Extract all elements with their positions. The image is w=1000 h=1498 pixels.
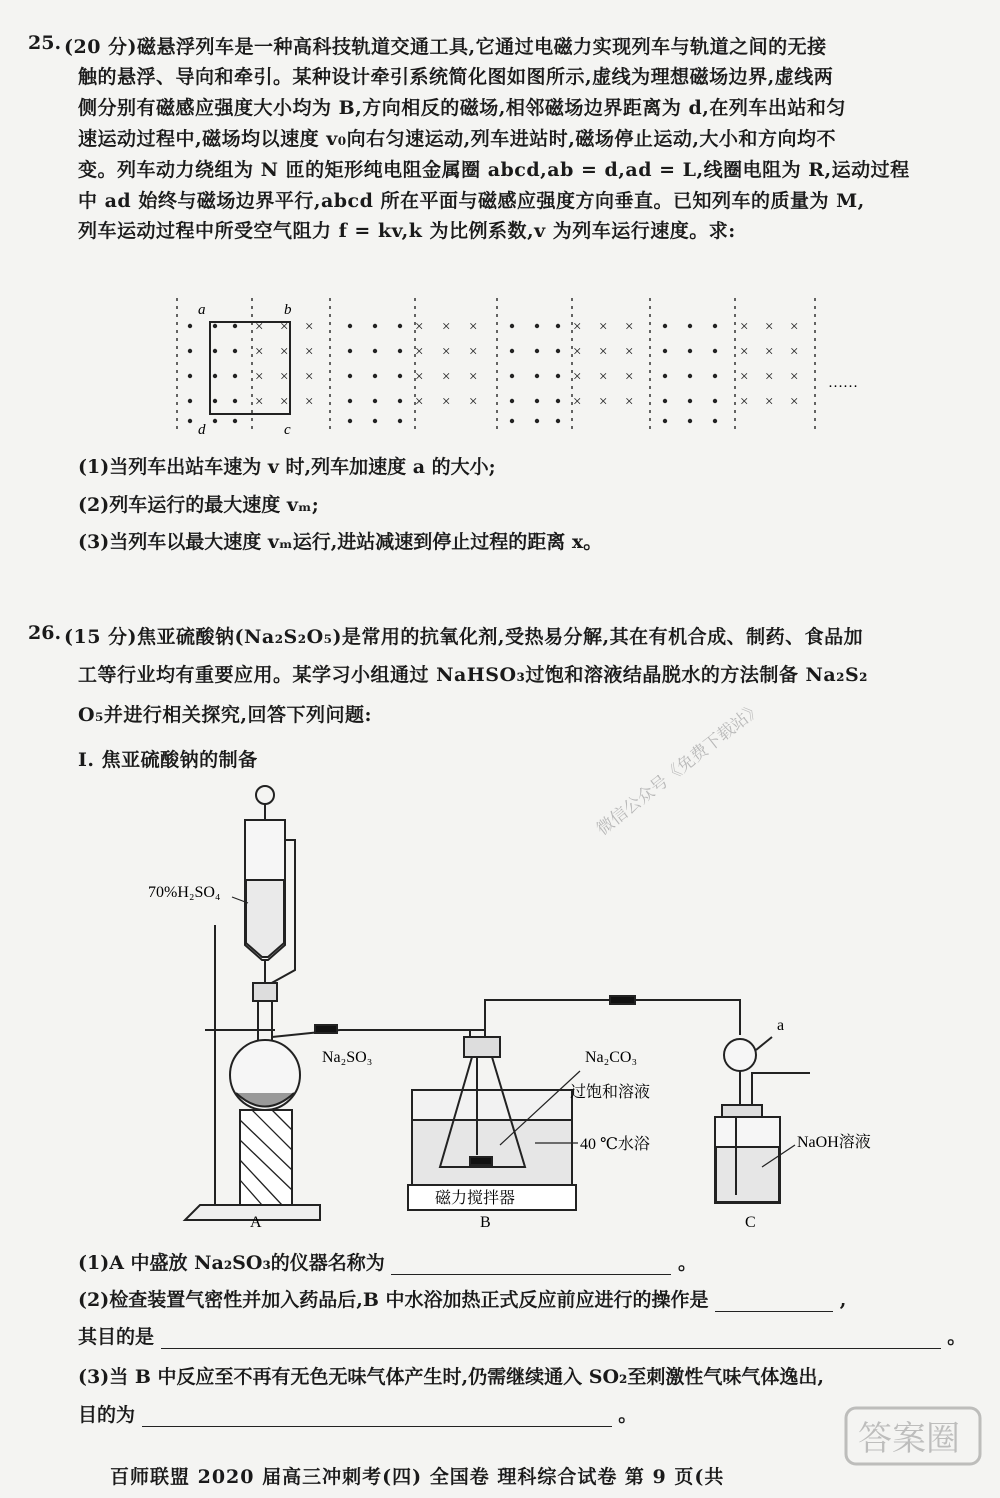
q25-line-7: 列车运动过程中所受空气阻力 f = kv,k 为比例系数,v 为列车运行速度。求: [78,220,736,242]
field-dot-marker [713,374,717,378]
field-dot-marker [233,399,237,403]
field-cross-marker: × [625,369,634,385]
q26-sub3-answer-blank[interactable] [142,1406,612,1427]
q26-sub2-line2-suffix: 。 [947,1326,967,1348]
field-cross-marker: × [573,319,582,335]
field-dot-marker [510,419,514,423]
q26-sub1-suffix: 。 [678,1252,698,1274]
q26-line-3: O₅并进行相关探究,回答下列问题: [78,704,373,726]
field-cross-marker: × [599,369,608,385]
field-dot-marker [510,374,514,378]
q26-line-1: (15 分)焦亚硫酸钠(Na₂S₂O₅)是常用的抗氧化剂,受热易分解,其在有机合成、制药、食品加 [64,626,864,648]
field-cross-marker: × [790,344,799,360]
field-dot-marker [688,399,692,403]
field-cross-marker: × [415,369,424,385]
field-dot-marker [213,399,217,403]
field-dot-marker [348,374,352,378]
field-cross-marker: × [255,344,264,360]
question-26-number: 26. [28,622,62,644]
field-cross-marker: × [305,394,314,410]
field-dot-marker [233,324,237,328]
field-cross-marker: × [280,344,289,360]
field-dot-marker [556,374,560,378]
q26-sub2-line2-prefix: 其目的是 [78,1326,155,1348]
label-c: c [284,422,291,438]
q26-sub1-prefix: (1)A 中盛放 Na₂SO₃的仪器名称为 [78,1252,385,1274]
field-dot-marker [535,324,539,328]
field-dot-marker [535,374,539,378]
label-d: d [198,422,206,438]
field-dot-marker [398,374,402,378]
field-cross-marker: × [625,394,634,410]
q26-sub2-line1-suffix: , [839,1289,847,1311]
field-dot-marker [663,419,667,423]
magnetic-field-figure [160,290,880,440]
q26-sub2-line1: (2)检查装置气密性并加入药品后,B 中水浴加热正式反应前应进行的操作是 [78,1289,709,1311]
field-dot-marker [556,419,560,423]
field-dot-marker [373,324,377,328]
field-cross-marker: × [305,369,314,385]
q26-sub-2 [78,1285,846,1312]
field-dot-marker [188,324,192,328]
field-cross-marker: × [765,319,774,335]
q26-sub-2b [78,1322,966,1349]
page-footer: 百师联盟 2020 届高三冲刺考(四) 全国卷 理科综合试卷 第 9 页(共 [110,1466,725,1488]
label-a: a [198,302,206,318]
q26-sub-3b [78,1400,637,1427]
label-A: A [250,1214,262,1231]
label-B: B [480,1214,491,1231]
field-dot-marker [510,399,514,403]
field-cross-marker: × [415,319,424,335]
question-25-number: 25. [28,32,62,54]
q25-line-2: 触的悬浮、导向和牵引。某种设计牵引系统简化图如图所示,虚线为理想磁场边界,虚线两 [78,66,834,88]
svg-text:答案圈: 答案圈 [858,1421,960,1458]
field-dot-marker [373,419,377,423]
q26-sub3-line2-prefix: 目的为 [78,1404,136,1426]
q25-line-1: (20 分)磁悬浮列车是一种高科技轨道交通工具,它通过电磁力实现列车与轨道之间的无接 [64,36,827,58]
field-dot-marker [556,349,560,353]
field-cross-marker: × [740,394,749,410]
field-cross-marker: × [599,394,608,410]
field-dot-marker [556,399,560,403]
field-dot-marker [688,374,692,378]
field-cross-marker: × [305,344,314,360]
field-cross-marker: × [415,344,424,360]
field-dot-marker [688,419,692,423]
field-dot-marker [535,399,539,403]
field-cross-marker: × [740,344,749,360]
field-cross-marker: × [442,344,451,360]
field-cross-marker: × [415,394,424,410]
field-dot-marker [713,399,717,403]
field-cross-marker: × [305,319,314,335]
field-dot-marker [348,349,352,353]
q25-line-5: 变。列车动力绕组为 N 匝的矩形纯电阻金属圈 abcd,ab = d,ad = L,线圈电阻为 R,运动过程 [78,159,910,181]
field-dot-marker [188,349,192,353]
q25-line-4: 速运动过程中,磁场均以速度 v₀向右匀速运动,列车进站时,磁场停止运动,大小和方向均不 [78,128,836,150]
field-cross-marker: × [790,319,799,335]
field-dot-marker [348,399,352,403]
q26-sub-1 [78,1248,697,1275]
field-cross-marker: × [255,369,264,385]
field-dot-marker [213,419,217,423]
q26-line-2: 工等行业均有重要应用。某学习小组通过 NaHSO₃过饱和溶液结晶脱水的方法制备 Na₂S₂ [78,664,868,686]
field-dot-marker [398,349,402,353]
field-dot-marker [373,374,377,378]
field-cross-marker: × [469,369,478,385]
label-naoh: NaOH溶液 [797,1134,871,1151]
label-na2co3: Na₂CO₃ [585,1049,638,1066]
label-na2so3: Na₂SO₃ [322,1049,373,1066]
field-dot-marker [510,349,514,353]
field-dot-marker [556,324,560,328]
field-dot-marker [213,324,217,328]
field-cross-marker: × [790,369,799,385]
field-cross-marker: × [573,344,582,360]
apparatus-figure [140,775,871,1235]
field-cross-marker: × [469,319,478,335]
field-dot-marker [398,399,402,403]
field-dot-marker [373,349,377,353]
field-dot-marker [535,419,539,423]
field-cross-marker: × [469,394,478,410]
field-cross-marker: × [280,394,289,410]
field-dot-marker [233,349,237,353]
field-dot-marker [398,419,402,423]
label-saturated: 过饱和溶液 [570,1084,651,1101]
label-C: C [745,1214,756,1231]
field-cross-marker: × [280,319,289,335]
field-cross-marker: × [255,394,264,410]
field-dot-marker [510,324,514,328]
field-dot-marker [663,324,667,328]
field-dot-marker [373,399,377,403]
watermark-stamp-logo [838,1400,988,1490]
field-dot-marker [663,374,667,378]
q25-line-6: 中 ad 始终与磁场边界平行,abcd 所在平面与磁感应强度方向垂直。已知列车的质量为 M, [78,190,865,212]
field-dot-marker [713,324,717,328]
field-cross-marker: × [255,319,264,335]
field-cross-marker: × [442,319,451,335]
q25-sub-3: (3)当列车以最大速度 vₘ运行,进站减速到停止过程的距离 x。 [78,531,603,553]
q25-line-3: 侧分别有磁感应强度大小均为 B,方向相反的磁场,相邻磁场边界距离为 d,在列车出站和匀 [78,97,846,119]
q26-sub-3: (3)当 B 中反应至不再有无色无味气体产生时,仍需继续通入 SO₂至刺激性气味气体逸出, [78,1366,824,1388]
field-cross-marker: × [790,394,799,410]
label-waterbath: 40 ℃水浴 [580,1136,650,1153]
field-dot-marker [348,419,352,423]
field-dot-marker [663,349,667,353]
field-cross-marker: × [599,319,608,335]
field-dot-marker [213,349,217,353]
field-cross-marker: × [442,394,451,410]
field-dot-marker [233,419,237,423]
label-h2so4: 70%H₂SO₄ [148,884,221,901]
field-cross-marker: × [469,344,478,360]
label-b: b [284,302,292,318]
field-dot-marker [188,419,192,423]
watermark: 微信公众号《免费下载站》 [593,698,767,840]
field-dot-marker [663,399,667,403]
field-cross-marker: × [765,369,774,385]
q25-sub-2: (2)列车运行的最大速度 vₘ; [78,494,319,516]
label-a-valve: a [777,1017,785,1034]
field-dot-marker [188,399,192,403]
field-dot-marker [213,374,217,378]
section-title: I. 焦亚硫酸钠的制备 [78,749,258,771]
figure-ellipsis: …… [828,375,858,391]
field-dot-marker [233,374,237,378]
field-cross-marker: × [280,369,289,385]
field-dot-marker [688,324,692,328]
field-dot-marker [688,349,692,353]
field-dot-marker [713,349,717,353]
q26-sub3-line2-suffix: 。 [618,1404,638,1426]
field-cross-marker: × [765,394,774,410]
field-cross-marker: × [573,369,582,385]
field-cross-marker: × [442,369,451,385]
q26-sub2-answer-blank-1[interactable] [715,1291,833,1312]
field-dot-marker [348,324,352,328]
field-cross-marker: × [765,344,774,360]
coil-abcd [210,322,290,414]
field-dot-marker [188,374,192,378]
q26-sub2-answer-blank-2[interactable] [161,1328,941,1349]
field-dot-marker [713,419,717,423]
field-dot-marker [398,324,402,328]
field-cross-marker: × [740,369,749,385]
field-dot-marker [535,349,539,353]
field-cross-marker: × [625,319,634,335]
field-cross-marker: × [573,394,582,410]
field-cross-marker: × [740,319,749,335]
q26-sub1-answer-blank[interactable] [391,1254,671,1275]
q25-sub-1: (1)当列车出站车速为 v 时,列车加速度 a 的大小; [78,456,496,478]
field-cross-marker: × [599,344,608,360]
label-stirrer: 磁力搅拌器 [435,1190,516,1207]
field-cross-marker: × [625,344,634,360]
